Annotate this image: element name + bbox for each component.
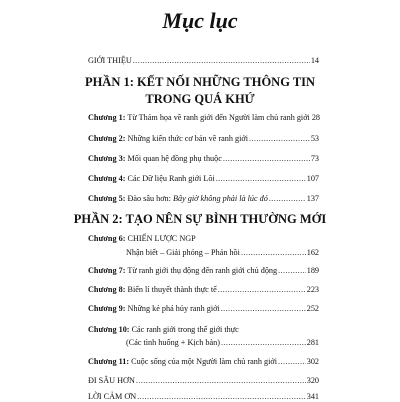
leader-dots <box>133 56 310 66</box>
toc-chapter-4[interactable] <box>88 174 319 184</box>
chapter-subtitle: Nhận biết – Giải phóng – Phản hồi <box>126 248 240 257</box>
chapter-label: Chương 11: <box>88 357 130 366</box>
page-title: Mục lục <box>162 8 238 33</box>
toc-deeper-label: ĐI SÂU HƠN <box>88 376 135 385</box>
toc-intro[interactable] <box>88 56 319 66</box>
toc-intro-label: GIỚI THIỆU <box>88 56 132 65</box>
chapter-name: Cuộc sống của một Người làm chủ ranh giới <box>131 357 278 366</box>
chapter-page: 53 <box>310 134 319 143</box>
part1-heading-line2: TRONG QUÁ KHỨ <box>145 92 255 106</box>
chapter-title <box>88 304 220 314</box>
chapter-label: Chương 8: <box>88 285 126 294</box>
chapter-name: Từ ranh giới thụ động đến ranh giới chủ động <box>127 266 278 275</box>
chapter-title <box>88 357 277 367</box>
chapter-title <box>88 113 310 123</box>
toc-chapter-6-sub[interactable] <box>126 248 319 258</box>
chapter-label: Chương 7: <box>88 266 126 275</box>
leader-dots <box>223 154 310 164</box>
chapter-label: Chương 1: <box>88 113 126 122</box>
leader-dots <box>269 194 306 204</box>
toc-intro-page: 14 <box>310 56 319 65</box>
toc-chapter-5[interactable] <box>88 194 319 204</box>
chapter-page: 252 <box>306 304 319 313</box>
chapter-name: CHIẾN LƯỢC NGP <box>127 234 196 243</box>
chapter-page: 281 <box>306 338 319 347</box>
chapter-title <box>88 154 222 164</box>
chapter-label: Chương 4: <box>88 174 126 183</box>
leader-dots <box>278 357 306 367</box>
leader-dots <box>249 134 310 144</box>
chapter-title <box>88 325 239 335</box>
leader-dots <box>216 174 306 184</box>
toc-thanks[interactable] <box>88 392 319 402</box>
chapter-page: 162 <box>306 248 319 257</box>
toc-chapter-7[interactable] <box>88 266 319 276</box>
toc-thanks-page: 341 <box>306 392 319 401</box>
chapter-page: 107 <box>306 174 319 183</box>
chapter-name: Những kiến thức cơ bản về ranh giới <box>127 134 249 143</box>
chapter-page: 223 <box>306 285 319 294</box>
leader-dots <box>221 304 306 314</box>
chapter-page: 137 <box>306 194 319 203</box>
chapter-title <box>88 266 277 276</box>
toc-chapter-10[interactable] <box>88 325 319 335</box>
chapter-title <box>88 194 268 204</box>
chapter-name: Từ Thảm họa về ranh giới đến Người làm chủ ranh giới <box>127 113 310 122</box>
toc-chapter-8[interactable] <box>88 285 319 295</box>
toc-chapter-6[interactable] <box>88 234 319 244</box>
chapter-title <box>88 134 248 144</box>
chapter-page: 28 <box>311 113 320 122</box>
chapter-title <box>88 234 196 244</box>
chapter-label: Chương 6: <box>88 234 126 243</box>
chapter-title <box>88 174 215 184</box>
toc-thanks-label: LỜI CẢM ƠN <box>88 392 137 401</box>
chapter-label: Chương 9: <box>88 304 126 313</box>
chapter-page: 73 <box>310 154 319 163</box>
chapter-page: 302 <box>306 357 319 366</box>
toc-chapter-9[interactable] <box>88 304 319 314</box>
chapter-title <box>88 285 217 295</box>
chapter-name: Đào sâu hơn: <box>127 194 173 203</box>
toc-chapter-11[interactable] <box>88 357 319 367</box>
chapter-name-italic: Bây giờ không phải là lúc đó <box>172 194 268 203</box>
chapter-label: Chương 5: <box>88 194 126 203</box>
toc-chapter-1[interactable] <box>88 113 319 123</box>
chapter-name: Mối quan hệ đồng phụ thuộc <box>127 154 222 163</box>
toc-chapter-3[interactable] <box>88 154 319 164</box>
leader-dots <box>137 392 306 402</box>
part1-heading-line1: PHẦN 1: KẾT NỐI NHỮNG THÔNG TIN <box>84 75 316 89</box>
chapter-name: Các Dữ liệu Ranh giới Lõi <box>127 174 215 183</box>
part2-heading: PHẦN 2: TẠO NÊN SỰ BÌNH THƯỜNG MỚI <box>73 212 327 226</box>
leader-dots <box>241 248 306 258</box>
leader-dots <box>136 376 306 386</box>
chapter-page: 189 <box>306 266 319 275</box>
chapter-label: Chương 10: <box>88 325 130 334</box>
chapter-name: Biến lí thuyết thành thực tế <box>127 285 217 294</box>
leader-dots <box>278 266 306 276</box>
toc-deeper[interactable] <box>88 376 319 386</box>
chapter-label: Chương 2: <box>88 134 126 143</box>
toc-deeper-page: 320 <box>306 376 319 385</box>
chapter-name: Các ranh giới trong thế giới thực <box>131 325 239 334</box>
leader-dots <box>218 285 306 295</box>
chapter-name: Những kẻ phá hủy ranh giới <box>127 304 220 313</box>
leader-dots <box>221 338 306 348</box>
chapter-subtitle: (Các tình huống + Kịch bản) <box>126 338 220 347</box>
toc-chapter-10-sub[interactable] <box>126 338 319 348</box>
chapter-label: Chương 3: <box>88 154 126 163</box>
toc-chapter-2[interactable] <box>88 134 319 144</box>
